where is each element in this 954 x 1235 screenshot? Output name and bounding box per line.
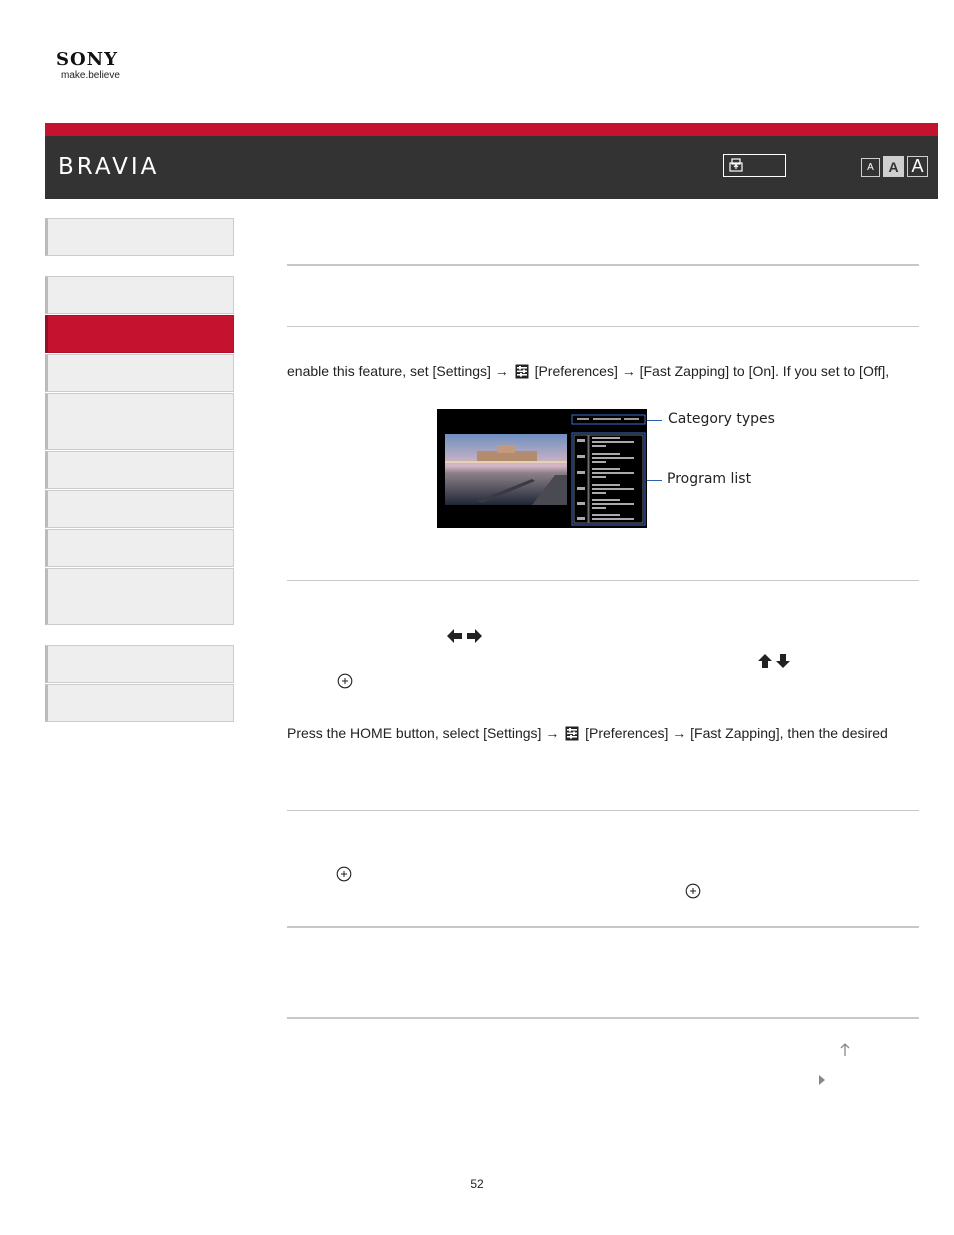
nav-item-9[interactable] <box>45 568 234 625</box>
arrow-up-icon[interactable] <box>838 1042 852 1057</box>
divider <box>287 810 919 811</box>
label-program-list: Program list <box>667 471 752 487</box>
fast-zapping-screen-image <box>437 409 647 528</box>
divider <box>287 264 919 266</box>
sony-logo <box>56 50 120 82</box>
enter-button-icon <box>685 883 701 899</box>
nav-item-10[interactable] <box>45 645 234 683</box>
divider <box>287 926 919 928</box>
up-down-arrows-icon <box>758 654 791 668</box>
instruction-text-before: Press the HOME button, select [Settings] → <box>287 725 560 741</box>
font-size-controls <box>861 156 928 177</box>
preferences-icon <box>565 726 579 741</box>
sony-tagline: make.believe <box>61 70 120 81</box>
enter-button-icon <box>336 866 352 882</box>
instruction-text-after: [Preferences] → [Fast Zapping], then the desired <box>585 725 888 741</box>
divider <box>287 580 919 581</box>
font-size-small-button[interactable]: A <box>861 158 880 177</box>
preferences-icon <box>515 364 529 379</box>
header-accent-bar <box>45 123 938 136</box>
nav-item-3-active[interactable] <box>45 315 234 353</box>
left-right-arrows-icon <box>447 629 482 643</box>
header-bar <box>45 123 938 199</box>
nav-item-8[interactable] <box>45 529 234 567</box>
nav-item-1[interactable] <box>45 218 234 256</box>
product-title: BRAVIA <box>58 154 160 180</box>
font-size-medium-button[interactable]: A <box>883 156 904 177</box>
nav-item-2[interactable] <box>45 276 234 314</box>
divider <box>287 1017 919 1019</box>
callout-line-program <box>647 480 662 481</box>
instruction-text-before: enable this feature, set [Settings] → <box>287 363 509 379</box>
enter-button-icon <box>337 673 353 689</box>
instruction-select-setting <box>287 724 888 742</box>
nav-item-4[interactable] <box>45 354 234 392</box>
nav-item-6[interactable] <box>45 451 234 489</box>
triangle-right-icon[interactable] <box>817 1073 827 1087</box>
sony-wordmark: SONY <box>56 49 118 70</box>
label-category-types: Category types <box>668 411 775 427</box>
font-size-large-button[interactable]: A <box>907 156 928 177</box>
nav-item-7[interactable] <box>45 490 234 528</box>
divider <box>287 326 919 327</box>
callout-line-category <box>647 420 662 421</box>
instruction-text-after: [Preferences] → [Fast Zapping] to [On]. If you set to [Off], <box>534 363 890 379</box>
instruction-enable-feature <box>287 362 889 380</box>
page-number: 52 <box>470 1177 484 1191</box>
fast-zapping-screen-illustration <box>437 409 647 528</box>
print-icon <box>727 157 745 173</box>
nav-item-5[interactable] <box>45 393 234 450</box>
nav-item-11[interactable] <box>45 684 234 722</box>
print-button[interactable] <box>723 154 786 177</box>
